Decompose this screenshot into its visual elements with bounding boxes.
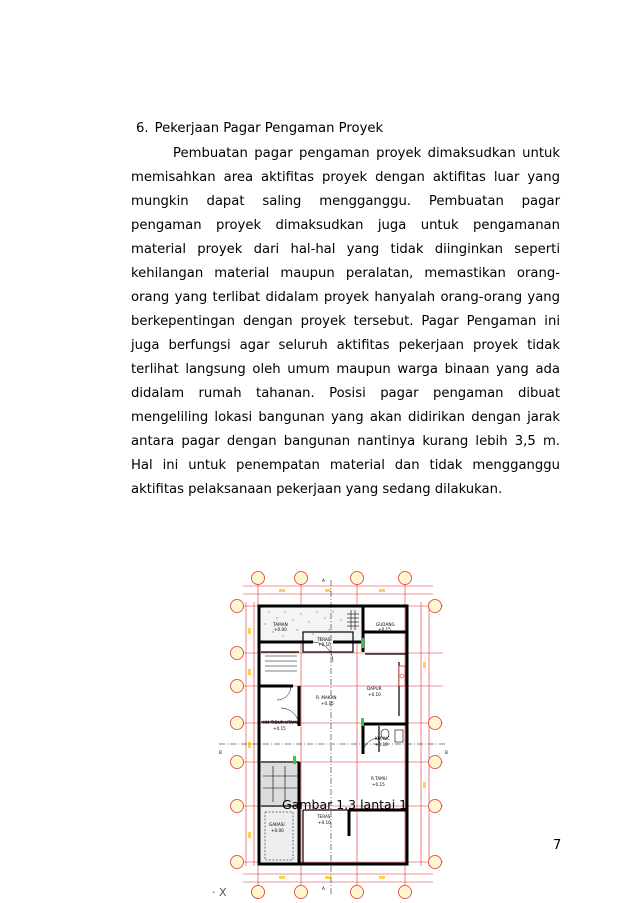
room-label-gudang: GUDANG — [376, 622, 395, 627]
room-level-taman: +0.00 — [274, 627, 287, 632]
room-level-gudang: +0.15 — [378, 627, 391, 632]
room-level-teras-top: +0.10 — [318, 642, 331, 647]
section-number: 6. — [136, 121, 149, 136]
room-label-garasi: GARASI — [269, 822, 285, 827]
section-title: Pekerjaan Pagar Pengaman Proyek — [154, 121, 384, 136]
room-label-r-tamu: R.TAMU — [371, 776, 387, 781]
room-label-taman: TAMAN — [273, 622, 288, 627]
room-level-km-tidur: +0.15 — [273, 726, 286, 731]
room-level-r-makan: +0.15 — [321, 701, 334, 706]
room-level-dapur: +0.10 — [368, 692, 381, 697]
room-label-teras-bottom: TERAS — [317, 814, 331, 819]
room-label-km-tidur: KM TIDUR UTAMA — [263, 720, 300, 725]
room-level-garasi: +0.00 — [271, 828, 284, 833]
floor-plan-drawing — [213, 566, 463, 903]
section-mark-b-right: B — [445, 750, 448, 755]
room-label-r-makan: R. MAKAN — [316, 695, 337, 700]
section-mark-a-top: A — [322, 578, 325, 583]
room-level-teras-bottom: +0.10 — [318, 820, 331, 825]
section-mark-a-bottom: A — [322, 886, 325, 891]
floor-plan-figure — [213, 566, 463, 903]
room-label-kmwc: KM/WC — [375, 736, 390, 741]
section-paragraph: Pembuatan pagar pengaman proyek dimaksudkan untuk memisahkan area aktifitas proyek dengan aktifitas luar yang mungkin dapat saling mengganggu. Pembuatan pagar pengaman proyek dimaksudkan juga untuk pengamanan material proyek dari hal-hal yang tidak diinginkan seperti kehilangan material maupun peralatan, memastikan orang-orang yang terlibat didalam proyek hanyalah orang-orang yang berkepentingan dengan proyek tersebut. Pagar Pengaman ini juga berfungsi agar seluruh aktifitas pekerjaan proyek tidak terlihat langsung oleh umum maupun warga binaan yang ada didalam rumah tahanan. Posisi pagar pengaman dibuat mengeliling lokasi bangunan yang akan didirikan dengan jarak antara pagar dengan bangunan nantinya kurang lebih 3,5 m. Hal ini untuk penempatan material dan tidak mengganggu aktifitas pelaksanaan pekerjaan yang sedang dilakukan. — [131, 146, 560, 497]
section-mark-b-left: B — [219, 750, 222, 755]
footer-mark: · X — [212, 886, 227, 899]
room-level-kmwc: +0.10 — [375, 742, 388, 747]
room-label-teras-top: TERAS — [317, 637, 331, 642]
page-number: 7 — [553, 838, 562, 853]
room-level-r-tamu: +0.15 — [372, 782, 385, 787]
section-heading — [136, 118, 383, 140]
figure-caption: Gambar 1.3 lantai 1 — [282, 797, 408, 812]
room-label-dapur: DAPUR — [367, 686, 382, 691]
